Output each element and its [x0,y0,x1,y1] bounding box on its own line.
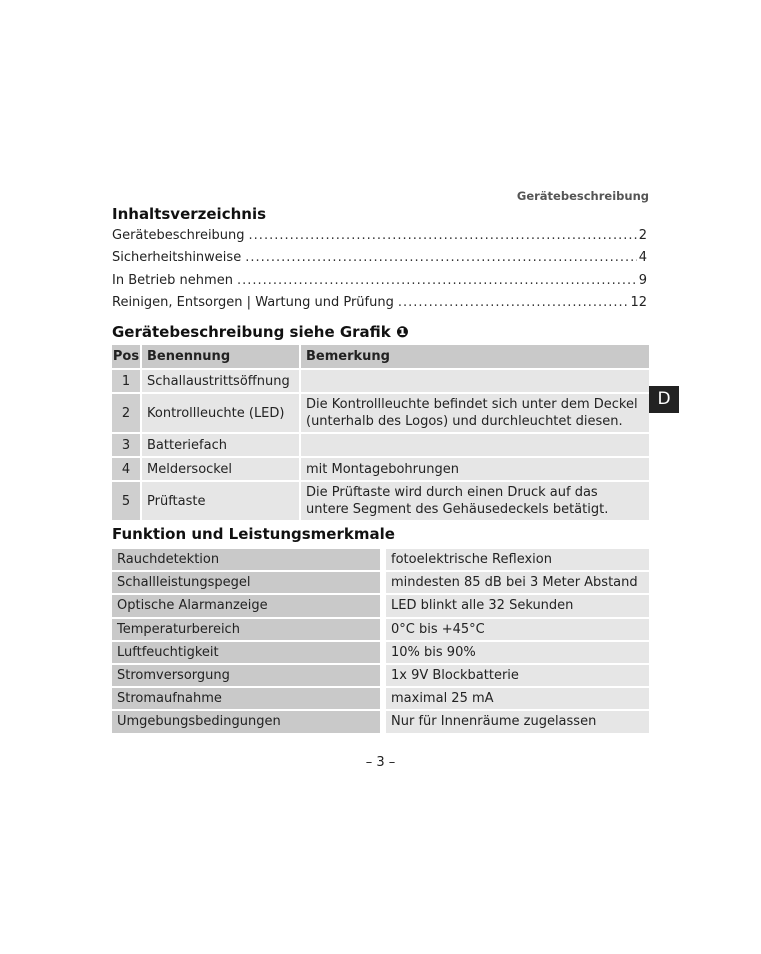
toc-leader-dots [398,295,629,310]
toc-entry-label: Sicherheitshinweise [112,250,242,266]
features-table [112,547,649,733]
feature-value: LED blinkt alle 32 Sekunden [383,594,649,617]
header-remark: Bemerkung [300,345,649,369]
toc-entry-page: 12 [630,294,647,310]
cell-pos: 5 [112,481,141,520]
remark-line: untere Segment des Gehäusedeckels betätigt. [306,502,609,517]
page-number: – 3 – [365,755,396,770]
feature-value: mindesten 85 dB bei 3 Meter Abstand [383,571,649,594]
toc-entry-page: 4 [638,250,647,266]
toc-leader-dots [237,273,637,288]
feature-value: 0°C bis +45°C [383,618,649,641]
cell-pos: 4 [112,457,141,481]
feature-key: Umgebungsbedingungen [112,710,383,732]
cell-name: Kontrollleuchte (LED) [141,393,300,433]
table-row [112,481,649,520]
table-row [112,710,649,732]
toc-leader-dots [245,250,637,265]
feature-key: Schallleistungspegel [112,571,383,594]
toc-leader-dots [249,228,637,243]
toc-entry-label: Gerätebeschreibung [112,228,245,243]
table-row [112,594,649,617]
table-row [112,457,649,481]
feature-key: Temperaturbereich [112,618,383,641]
cell-remark [300,393,649,433]
feature-key: Stromaufnahme [112,687,383,710]
toc-entry [112,228,647,250]
toc-entry-label: In Betrieb nehmen [112,272,233,288]
feature-key: Luftfeuchtigkeit [112,641,383,664]
toc-entry [112,273,647,295]
device-section-title: Gerätebeschreibung siehe Grafik ❶ [112,323,409,341]
language-tab: D [649,386,679,413]
toc-entry [112,295,647,317]
toc-entry [112,250,647,272]
cell-name: Prüftaste [141,481,300,520]
cell-pos: 3 [112,433,141,457]
header-name: Benennung [141,345,300,369]
cell-remark [300,433,649,457]
cell-pos: 1 [112,369,141,393]
table-row [112,618,649,641]
feature-key: Rauchdetektion [112,548,383,571]
features-section-title: Funktion und Leistungsmerkmale [112,525,395,543]
table-row [112,664,649,687]
feature-value: maximal 25 mA [383,687,649,710]
remark-line: (unterhalb des Logos) und durchleuchtet diesen. [306,414,623,429]
running-header: Gerätebeschreibung [516,189,649,203]
table-row [112,369,649,393]
remark-line: Die Prüftaste wird durch einen Druck auf das [306,485,598,500]
feature-value: fotoelektrische Reflexion [383,548,649,571]
table-row [112,687,649,710]
cell-name: Schallaustrittsöffnung [141,369,300,393]
toc-entry-label: Reinigen, Entsorgen | Wartung und Prüfung [112,294,394,310]
device-description-table [112,345,649,520]
feature-value: 1x 9V Blockbatterie [383,664,649,687]
table-row [112,571,649,594]
cell-remark: mit Montagebohrungen [300,457,649,481]
table-row [112,433,649,457]
remark-line: Die Kontrollleuchte befindet sich unter dem Deckel [306,397,638,412]
cell-name: Batteriefach [141,433,300,457]
cell-remark [300,481,649,520]
header-pos: Pos [112,345,141,369]
toc-title: Inhaltsverzeichnis [112,205,267,223]
cell-pos: 2 [112,393,141,433]
table-row [112,641,649,664]
table-header-row [112,345,649,369]
feature-value: 10% bis 90% [383,641,649,664]
feature-key: Optische Alarmanzeige [112,594,383,617]
cell-name: Meldersockel [141,457,300,481]
toc-entry-page: 9 [638,272,647,288]
table-row [112,393,649,433]
cell-remark [300,369,649,393]
table-row [112,548,649,571]
toc-entry-page: 2 [638,228,647,243]
feature-key: Stromversorgung [112,664,383,687]
table-of-contents [112,228,647,317]
feature-value: Nur für Innenräume zugelassen [383,710,649,732]
